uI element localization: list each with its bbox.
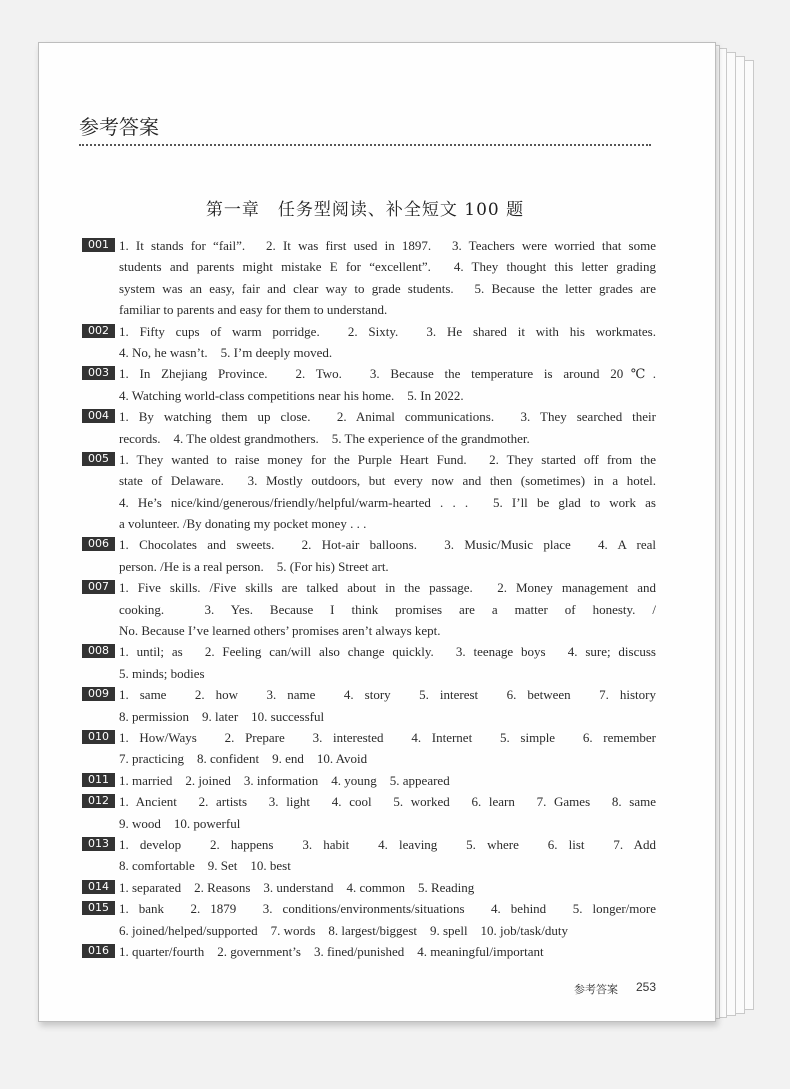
answer-line: state of Delaware. 3. Mostly outdoors, but every now and then (sometimes) in a hotel. bbox=[119, 473, 656, 489]
question-number-badge: 014 bbox=[82, 880, 115, 894]
answer-entry bbox=[82, 727, 656, 770]
answer-line: 4. Watching world-class competitions near his home. 5. In 2022. bbox=[119, 387, 464, 403]
question-number-badge: 001 bbox=[82, 238, 115, 252]
answer-entry bbox=[82, 898, 656, 941]
answer-line: cooking. 3. Yes. Because I think promises are a matter of honesty. / bbox=[119, 601, 656, 617]
answer-entry bbox=[82, 406, 656, 449]
answer-line: 5. minds; bodies bbox=[119, 665, 205, 681]
page-number: 253 bbox=[636, 980, 657, 994]
answer-entry bbox=[82, 235, 656, 321]
question-number-badge: 010 bbox=[82, 730, 115, 744]
answer-line: students and parents might mistake E for “excellent”. 4. They thought this letter grading bbox=[119, 259, 656, 275]
answer-line: 1. Five skills. /Five skills are talked about in the passage. 2. Money management and bbox=[119, 580, 656, 596]
question-number-badge: 011 bbox=[82, 773, 115, 787]
answer-line: 1. until; as 2. Feeling can/will also change quickly. 3. teenage boys 4. sure; discuss bbox=[119, 644, 656, 660]
answer-entry bbox=[82, 449, 656, 535]
answer-line: 1. How/Ways 2. Prepare 3. interested 4. Internet 5. simple 6. remember bbox=[119, 729, 656, 745]
answer-line: 1. develop 2. happens 3. habit 4. leaving 5. where 6. list 7. Add bbox=[119, 836, 656, 852]
answer-line: 1. same 2. how 3. name 4. story 5. interest 6. between 7. history bbox=[119, 687, 656, 703]
answer-line: 1. It stands for “fail”. 2. It was first used in 1897. 3. Teachers were worried that some bbox=[119, 238, 656, 253]
question-number-badge: 008 bbox=[82, 644, 115, 658]
question-number-badge: 005 bbox=[82, 452, 115, 466]
chapter-title: 第一章 任务型阅读、补全短文 100 题 bbox=[205, 200, 525, 220]
question-number-badge: 015 bbox=[82, 901, 115, 915]
answer-line: 9. wood 10. powerful bbox=[119, 815, 241, 831]
answer-line: 1. separated 2. Reasons 3. understand 4. common 5. Reading bbox=[119, 879, 475, 895]
book-page bbox=[38, 42, 716, 1022]
answer-line: 1. They wanted to raise money for the Purple Heart Fund. 2. They started off from the bbox=[119, 451, 656, 467]
answer-entry bbox=[82, 770, 656, 791]
answer-line: a volunteer. /By donating my pocket money . . . bbox=[119, 516, 367, 532]
question-number-badge: 006 bbox=[82, 537, 115, 551]
answer-line: 1. Chocolates and sweets. 2. Hot-air balloons. 3. Music/Music place 4. A real bbox=[119, 537, 656, 553]
footer-label: 参考答案 bbox=[574, 983, 618, 996]
answer-list bbox=[82, 235, 656, 962]
answer-line: records. 4. The oldest grandmothers. 5. The experience of the grandmother. bbox=[119, 430, 530, 446]
answer-line: 7. practicing 8. confident 9. end 10. Avoid bbox=[119, 751, 368, 767]
answer-entry bbox=[82, 834, 656, 877]
question-number-badge: 007 bbox=[82, 580, 115, 594]
answer-entry bbox=[82, 791, 656, 834]
answer-entry bbox=[82, 684, 656, 727]
answer-entry bbox=[82, 321, 656, 364]
answer-line: 1. Fifty cups of warm porridge. 2. Sixty. 3. He shared it with his workmates. bbox=[119, 323, 656, 339]
answer-line: 8. permission 9. later 10. successful bbox=[119, 708, 325, 724]
answer-line: 1. In Zhejiang Province. 2. Two. 3. Because the temperature is around 20℃. bbox=[119, 366, 656, 382]
question-number-badge: 016 bbox=[82, 944, 115, 958]
answer-line: 4. No, he wasn’t. 5. I’m deeply moved. bbox=[119, 344, 333, 360]
question-number-badge: 003 bbox=[82, 366, 115, 380]
answer-line: familiar to parents and easy for them to understand. bbox=[119, 302, 388, 318]
answer-entry bbox=[82, 941, 656, 962]
page-header-title: 参考答案 bbox=[79, 115, 159, 139]
answer-entry bbox=[82, 877, 656, 898]
answer-line: 1. Ancient 2. artists 3. light 4. cool 5. worked 6. learn 7. Games 8. same bbox=[119, 794, 656, 810]
question-number-badge: 004 bbox=[82, 409, 115, 423]
answer-line: No. Because I’ve learned others’ promises aren’t always kept. bbox=[119, 623, 441, 639]
answer-entry bbox=[82, 363, 656, 406]
answer-line: system was an easy, fair and clear way to grade students. 5. Because the letter grades are bbox=[119, 280, 656, 296]
answer-line: person. /He is a real person. 5. (For his) Street art. bbox=[119, 558, 389, 574]
question-number-badge: 002 bbox=[82, 324, 115, 338]
answer-line: 6. joined/helped/supported 7. words 8. largest/biggest 9. spell 10. job/task/duty bbox=[119, 922, 568, 938]
answer-line: 4. He’s nice/kind/generous/friendly/helpful/warm-hearted . . . 5. I’ll be glad to work as bbox=[119, 494, 656, 510]
answer-entry bbox=[82, 641, 656, 684]
answer-line: 1. married 2. joined 3. information 4. young 5. appeared bbox=[119, 772, 450, 788]
question-number-badge: 013 bbox=[82, 837, 115, 851]
question-number-badge: 012 bbox=[82, 794, 115, 808]
answer-entry bbox=[82, 577, 656, 641]
question-number-badge: 009 bbox=[82, 687, 115, 701]
header-dotted-rule bbox=[79, 144, 651, 146]
answer-line: 1. By watching them up close. 2. Animal communications. 3. They searched their bbox=[119, 409, 656, 425]
answer-line: 1. bank 2. 1879 3. conditions/environments/situations 4. behind 5. longer/more bbox=[119, 901, 656, 917]
answer-line: 8. comfortable 9. Set 10. best bbox=[119, 858, 291, 874]
answer-line: 1. quarter/fourth 2. government’s 3. fined/punished 4. meaningful/important bbox=[119, 943, 544, 959]
answer-entry bbox=[82, 534, 656, 577]
